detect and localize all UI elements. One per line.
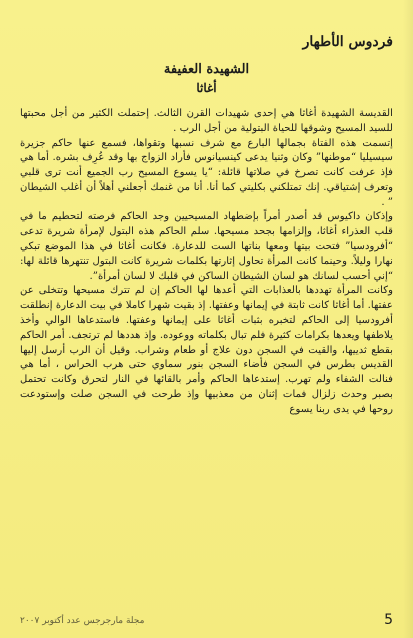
body-paragraph: وإذكان داكيوس قد أصدر أمراً بإضطهاد المسيحيين وجد الحاكم فرصته لتحطيم ما في قلب العذراء أغاثا، وإلزامها بجحد مسيحها. سلم الحاكم هذه البتول لإمرأة شريرة تدعى “أفرودسيا” فتحت بيتها ومعها بناتها الست للدعارة. فكانت أغاثا في هذا الموضع تبكي نهارا وليلاً. وحينما كانت المرأة تحاول إثارتها بكلمات شريرة كانت البتول تنتهرها قائلة لها: “إني أحسب لسانك هو لسان الشيطان الساكن في قلبك لا لسان أمرأة”. [20,211,393,282]
page-footer [20,608,393,628]
article-subheading: أغاثا [196,81,217,95]
scan-edge-shadow [403,0,413,638]
page-title: فردوس الأطهار [302,34,393,50]
body-paragraph: وكانت المرأة تهددها بالعذابات التي أعدها لها الحاكم إن لم تترك مسيحها وتتخلى عن عفتها. أما أغاثا كانت ثابتة في إيمانها وعفتها. إذ بقيت شهرا كاملا في بيت الدعارة إنطلقت أفرودسيا إلى الحاكم لتخبره بثبات أغاثا على إيمانها وعفتها. فاستدعاها الوالي وأخذ يلاطفها ويعدها بكرامات كثيرة فلم تبال بكلماته ووعوده. وإذ هددها لم ترتجف. أمر الحاكم بقطع ثدييها، والقيت في السجن دون علاج أو طعام وشراب. وقيل أن الرب أرسل إليها القديس بطرس في السجن فأضاء السجن بنور سماوي حتى هرب الحراس ، أما هي فنالت الشفاء ولم تهرب. إستدعاها الحاكم وأمر بالقائها في النار لتحرق وكانت تحتمل بصبر وحدث زلزال فمات إثنان من معذبيها وإذ طرحت في السجن صلت وإستودعت روحها في يدى ربنا يسوع [20,285,393,415]
article-heading: الشهيدة العفيفة [163,62,250,77]
journal-footer: مجلة مارجرجس عدد أكتوبر ٢٠٠٧ [20,616,145,626]
body-paragraph: القديسة الشهيدة أغاثا هي إحدى شهيدات القرن الثالث. إحتملت الكثير من أجل محبتها للسيد المسيح وشوقها للحياة البتولية من أجل الرب . [20,108,393,134]
body-paragraph: إتسمت هذه الفتاة بجمالها البارع مع شرف نسبها وتقواها، فسمع عنها حاكم جزيرة سيسيليا “موطنها” وكان وثنيا يدعى كينسيانوس فأراد الزواج بها وقد عُرِف بشره. أما هي فإذ عرفت كانت تصرخ في صلاتها قائلة: “يا يسوع المسيح رب الجميع أنت ترى قلبي وتعرف إشتياقي. إنك تمتلكني بكليتي كما أنا. أنا من غنمك أجعلني أهلاً أن أغلب الشيطان ” . [20,137,393,208]
page-number: 5 [384,612,393,628]
